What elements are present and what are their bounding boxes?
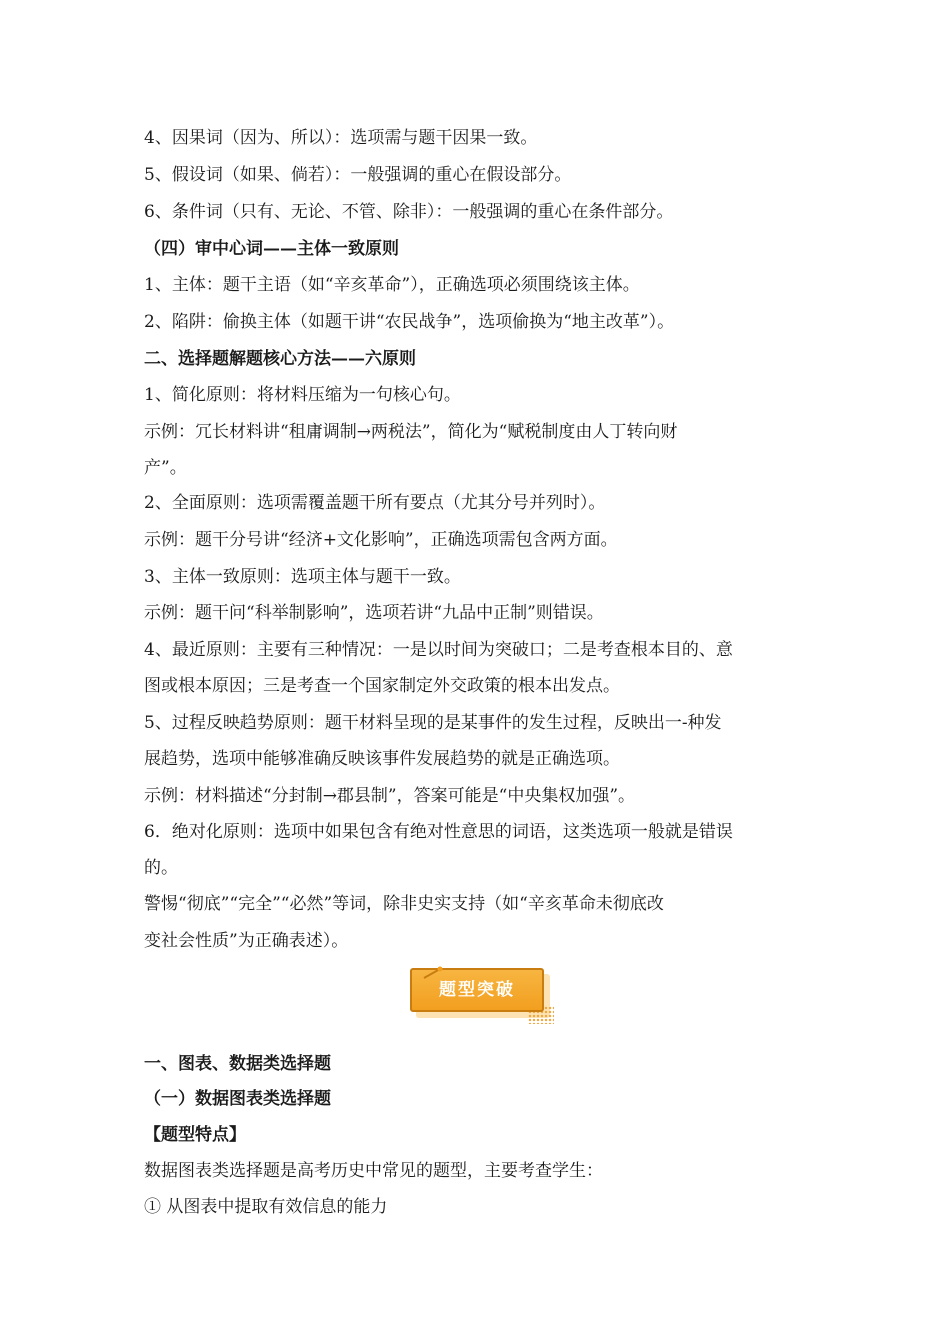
section-heading: 一、图表、数据类选择题	[144, 1054, 331, 1074]
text-line: 4、因果词（因为、所以）：选项需与题干因果一致。	[144, 128, 538, 148]
text-line: 示例：题干问“科举制影响”，选项若讲“九品中正制”则错误。	[144, 603, 604, 623]
text-line: 1、简化原则：将材料压缩为一句核心句。	[144, 385, 461, 405]
text-line: 变社会性质”为正确表述）。	[144, 931, 349, 951]
text-line: 1、主体：题干主语（如“辛亥革命”），正确选项必须围绕该主体。	[144, 275, 640, 295]
text-line: 数据图表类选择题是高考历史中常见的题型，主要考查学生：	[144, 1161, 603, 1181]
text-line: 2、全面原则：选项需覆盖题干所有要点（尤其分号并列时）。	[144, 493, 606, 513]
section-heading: （四）审中心词——主体一致原则	[144, 239, 399, 259]
text-line: 警惕“彻底”“完全”“必然”等词，除非史实支持（如“辛亥革命未彻底改	[144, 894, 664, 914]
text-line: 图或根本原因；三是考查一个国家制定外交政策的根本出发点。	[144, 676, 620, 696]
section-heading: 二、选择题解题核心方法——六原则	[144, 349, 416, 369]
text-line: 展趋势，选项中能够准确反映该事件发展趋势的就是正确选项。	[144, 749, 620, 769]
text-line: 示例：冗长材料讲“租庸调制→两税法”，简化为“赋税制度由人丁转向财	[144, 422, 678, 442]
text-line: ① 从图表中提取有效信息的能力	[144, 1197, 388, 1217]
text-line: 的。	[144, 858, 178, 878]
text-line: 6、条件词（只有、无论、不管、除非）：一般强调的重心在条件部分。	[144, 202, 674, 222]
text-line: 示例：材料描述“分封制→郡县制”，答案可能是“中央集权加强”。	[144, 786, 636, 806]
badge-label: 题型突破	[410, 968, 544, 1012]
section-heading: 【题型特点】	[144, 1125, 246, 1145]
text-line: 5、过程反映趋势原则：题干材料呈现的是某事件的发生过程，反映出一-种发	[144, 713, 722, 733]
text-line: 6．绝对化原则：选项中如果包含有绝对性意思的词语，这类选项一般就是错误	[144, 822, 733, 842]
text-line: 2、陷阱：偷换主体（如题干讲“农民战争”，选项偷换为“地主改革”）。	[144, 312, 675, 332]
text-line: 产”。	[144, 458, 187, 478]
section-heading: （一）数据图表类选择题	[144, 1089, 331, 1109]
text-line: 示例：题干分号讲“经济+文化影响”，正确选项需包含两方面。	[144, 530, 618, 550]
text-line: 4、最近原则：主要有三种情况：一是以时间为突破口；二是考查根本目的、意	[144, 640, 733, 660]
text-line: 5、假设词（如果、倘若）：一般强调的重心在假设部分。	[144, 165, 572, 185]
pin-icon	[422, 966, 444, 980]
section-badge	[408, 966, 554, 1024]
text-line: 3、主体一致原则：选项主体与题干一致。	[144, 567, 461, 587]
